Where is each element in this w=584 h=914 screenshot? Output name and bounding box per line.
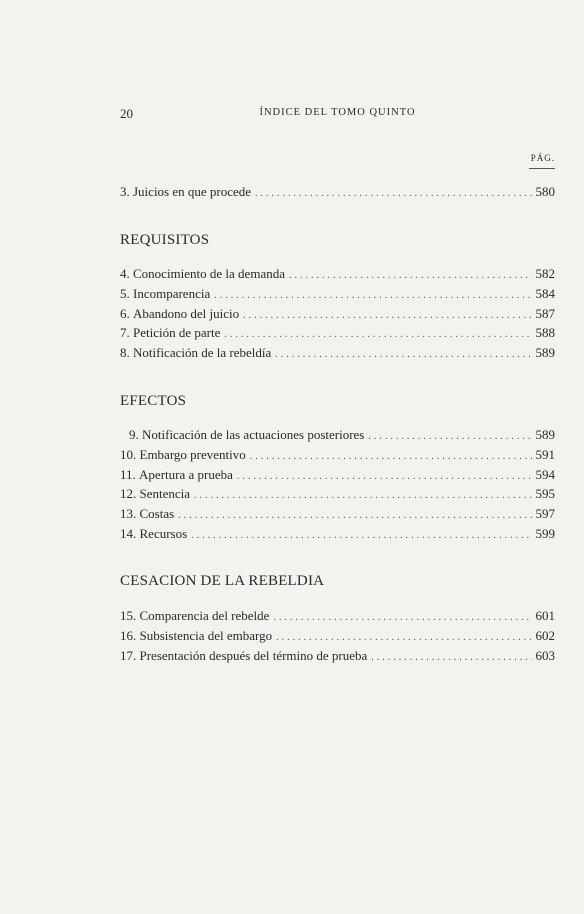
entry-number: 10. bbox=[120, 447, 137, 462]
toc-entry bbox=[120, 266, 555, 284]
entry-number: 13. bbox=[120, 506, 137, 521]
entry-number: 12. bbox=[120, 486, 137, 501]
entry-page: 602 bbox=[535, 628, 555, 643]
entry-page: 591 bbox=[535, 447, 555, 462]
entry-page: 589 bbox=[535, 345, 555, 360]
entry-page: 595 bbox=[535, 486, 555, 501]
dot-leader bbox=[243, 310, 531, 321]
running-header bbox=[120, 106, 555, 124]
page-number: 20 bbox=[120, 106, 133, 121]
toc-entry bbox=[120, 608, 555, 626]
page-column-label: PÁG. bbox=[530, 153, 555, 163]
toc-entry bbox=[120, 447, 555, 465]
entry-title: Subsistencia del embargo bbox=[139, 628, 273, 643]
toc-entry bbox=[120, 345, 555, 363]
toc-entry bbox=[120, 526, 555, 544]
entry-number: 9. bbox=[129, 427, 139, 442]
dot-leader bbox=[275, 349, 531, 360]
entry-title: Comparencia del rebelde bbox=[139, 608, 270, 623]
entry-title: Incomparencia bbox=[133, 286, 211, 301]
toc-entry bbox=[120, 325, 555, 343]
toc-entry bbox=[120, 306, 555, 324]
entry-page: 599 bbox=[535, 526, 555, 541]
entry-title: Recursos bbox=[139, 526, 188, 541]
dot-leader bbox=[371, 652, 531, 663]
entry-number: 5. bbox=[120, 286, 130, 301]
entry-page: 582 bbox=[535, 266, 555, 281]
dot-leader bbox=[237, 471, 532, 482]
entry-number: 4. bbox=[120, 266, 130, 281]
dot-leader bbox=[255, 188, 531, 199]
section-heading: REQUISITOS bbox=[120, 232, 210, 248]
entry-title: Apertura a prueba bbox=[139, 467, 233, 482]
entry-title: Embargo preventivo bbox=[139, 447, 246, 462]
section-heading: CESACION DE LA REBELDIA bbox=[120, 573, 325, 589]
entry-title: Sentencia bbox=[139, 486, 191, 501]
entry-title: Presentación después del término de prueba bbox=[139, 648, 368, 663]
entry-page: 580 bbox=[535, 184, 555, 199]
toc-entry bbox=[120, 467, 555, 485]
entry-number: 14. bbox=[120, 526, 137, 541]
entry-page: 603 bbox=[535, 648, 555, 663]
toc-entry bbox=[120, 506, 555, 524]
dot-leader bbox=[214, 290, 531, 301]
section-heading: EFECTOS bbox=[120, 393, 187, 409]
toc-entry bbox=[120, 648, 555, 666]
dot-leader bbox=[191, 530, 531, 541]
entry-title: Abandono del juicio bbox=[133, 306, 240, 321]
dot-leader bbox=[368, 431, 531, 442]
entry-title: Petición de parte bbox=[133, 325, 221, 340]
toc-entry bbox=[120, 184, 555, 202]
entry-title: Costas bbox=[139, 506, 175, 521]
entry-number: 7. bbox=[120, 325, 130, 340]
entry-number: 11. bbox=[120, 467, 136, 482]
dot-leader bbox=[178, 510, 531, 521]
entry-number: 15. bbox=[120, 608, 137, 623]
entry-number: 17. bbox=[120, 648, 137, 663]
entry-title: Notificación de la rebeldía bbox=[133, 345, 272, 360]
entry-page: 588 bbox=[535, 325, 555, 340]
entry-number: 6. bbox=[120, 306, 130, 321]
dot-leader bbox=[194, 490, 531, 501]
entry-title: Juicios en que procede bbox=[133, 184, 252, 199]
toc-entry bbox=[120, 628, 555, 646]
entry-title: Notificación de las actuaciones posteriores bbox=[142, 427, 365, 442]
dot-leader bbox=[273, 612, 531, 623]
entry-page: 594 bbox=[535, 467, 555, 482]
dot-leader bbox=[289, 270, 532, 281]
dot-leader bbox=[276, 632, 531, 643]
entry-page: 584 bbox=[535, 286, 555, 301]
entry-number: 8. bbox=[120, 345, 130, 360]
toc-entry bbox=[120, 286, 555, 304]
toc-entry bbox=[120, 427, 555, 445]
entry-page: 589 bbox=[535, 427, 555, 442]
page-column-rule bbox=[529, 168, 555, 169]
dot-leader bbox=[250, 451, 532, 462]
header-title: ÍNDICE DEL TOMO QUINTO bbox=[259, 107, 416, 118]
entry-number: 16. bbox=[120, 628, 137, 643]
entry-page: 587 bbox=[535, 306, 555, 321]
entry-page: 601 bbox=[535, 608, 555, 623]
entry-number: 3. bbox=[120, 184, 130, 199]
toc-entry bbox=[120, 486, 555, 504]
entry-page: 597 bbox=[535, 506, 555, 521]
entry-title: Conocimiento de la demanda bbox=[133, 266, 285, 281]
dot-leader bbox=[224, 329, 531, 340]
